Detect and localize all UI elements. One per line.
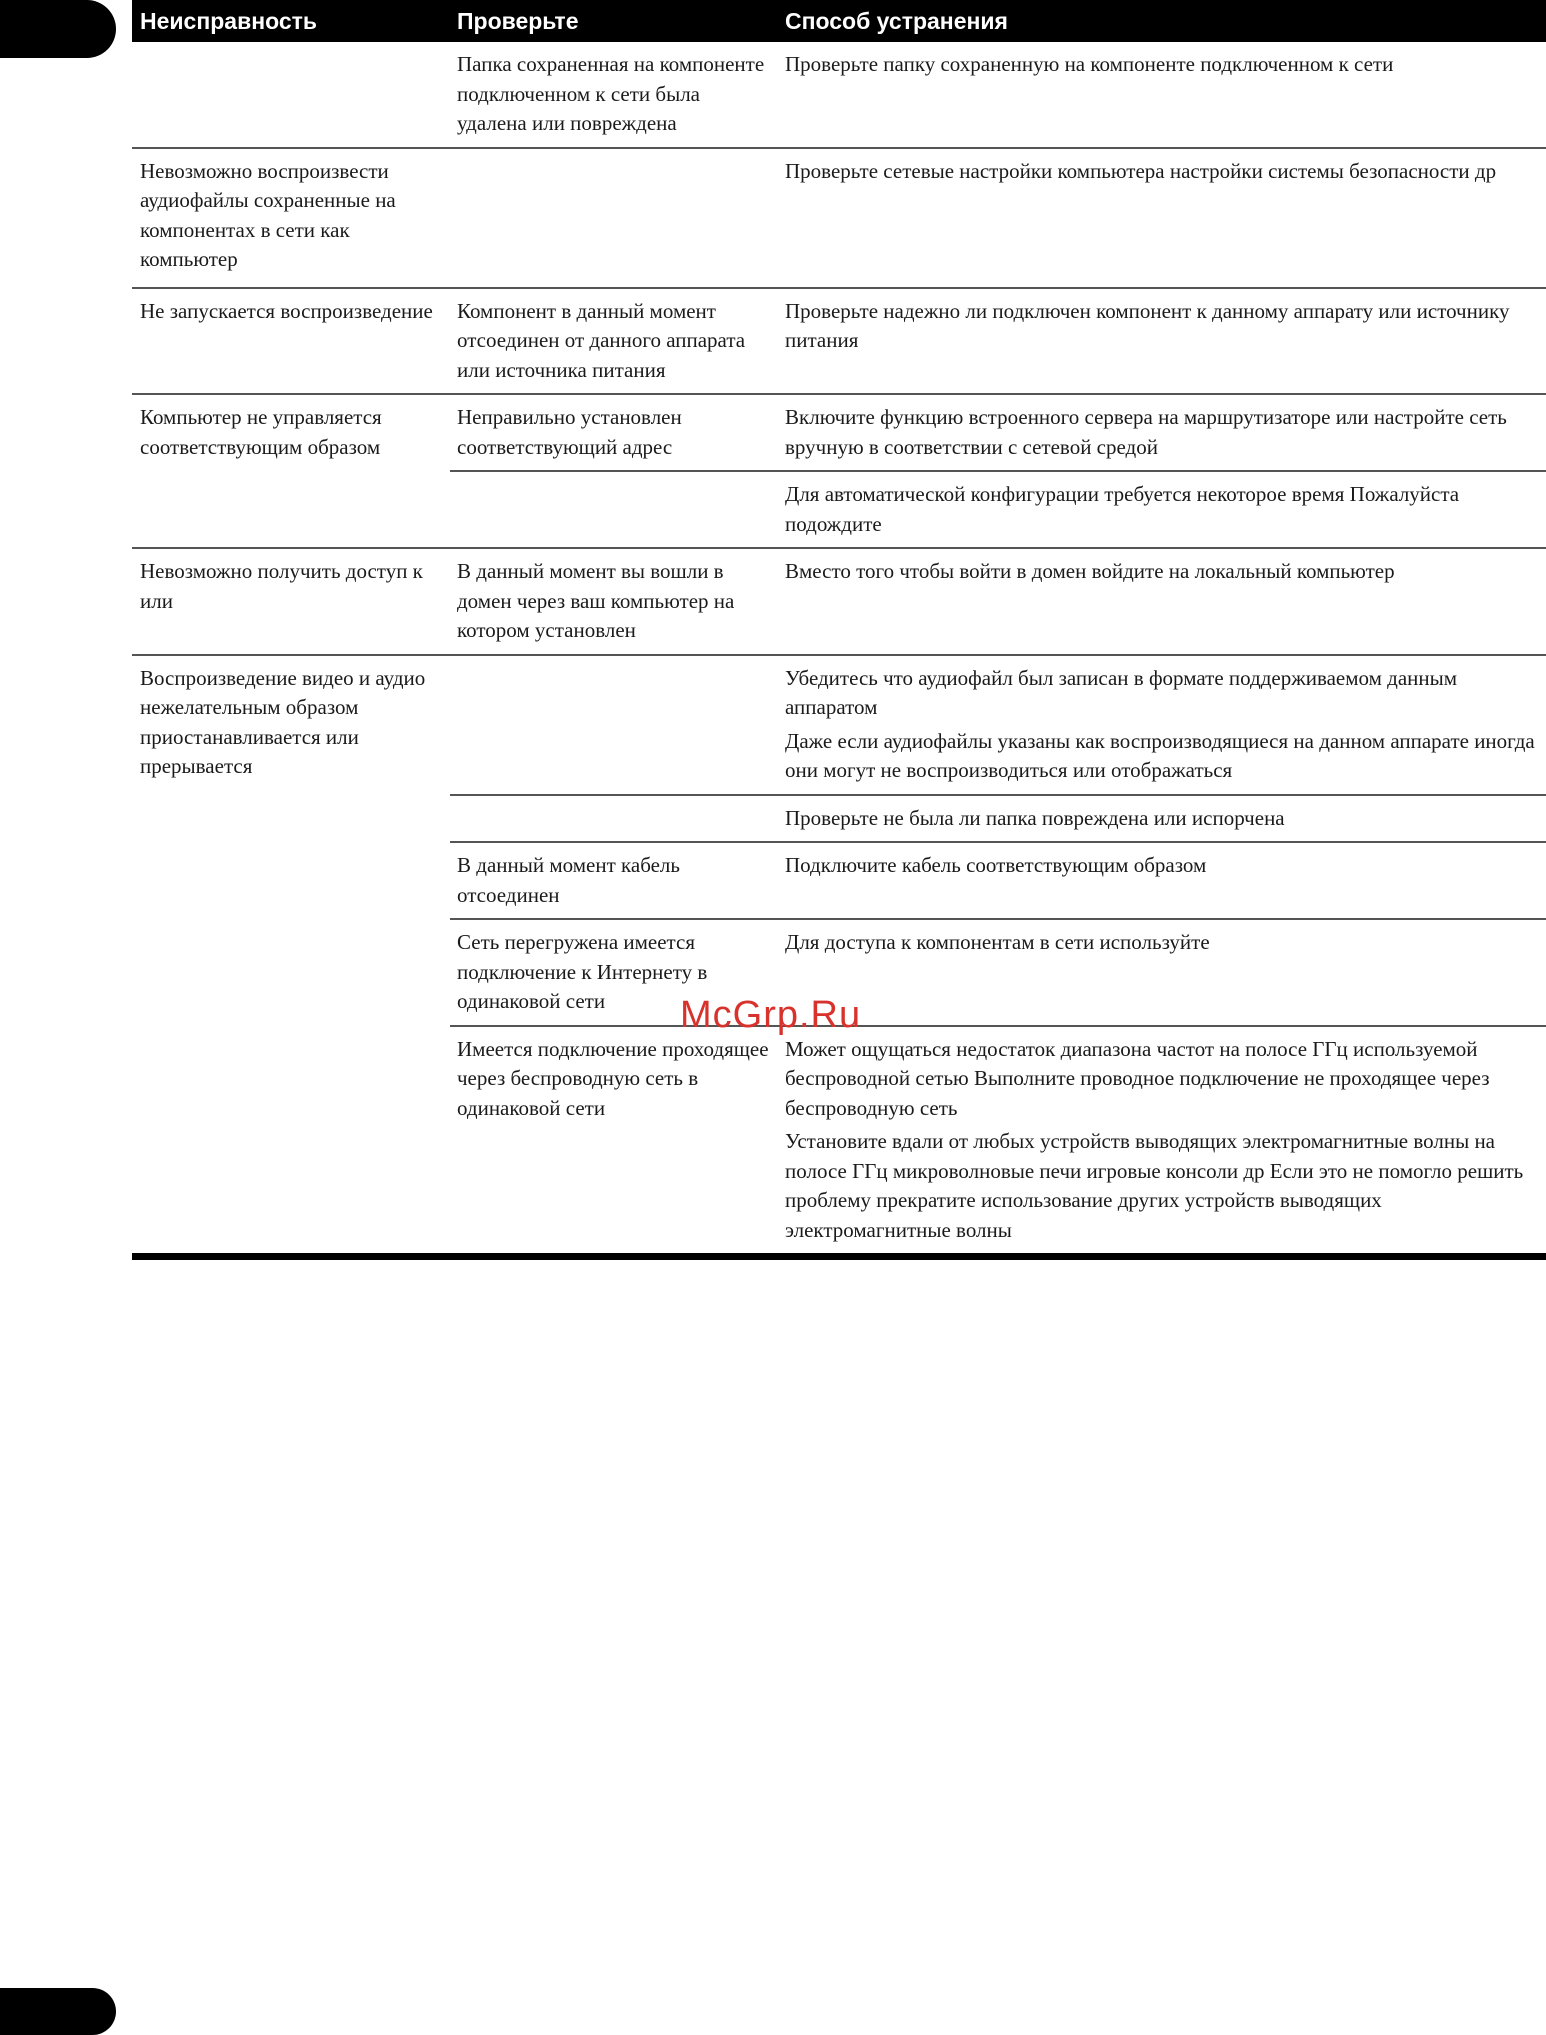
solution-paragraph: Включите функцию встроенного сервера на маршрутизаторе или настройте сеть вручную в соответствии с сетевой средой [785, 405, 1507, 459]
sub-row [450, 1025, 1546, 1254]
solution-paragraph: Подключите кабель соответствующим образом [785, 853, 1207, 877]
solution-paragraph: Для доступа к компонентам в сети используйте [785, 930, 1210, 954]
problem-cell: Воспроизведение видео и аудио нежелательным образом приостанавливается или прерывается [140, 665, 426, 778]
row-details [450, 42, 1546, 147]
check-cell: Сеть перегружена имеется подключение к Интернету в одинаковой сети [457, 930, 708, 1013]
solution-paragraph: Проверьте папку сохраненную на компоненте подключенном к сети [785, 52, 1394, 76]
solution-cell [777, 920, 1546, 1025]
solution-cell [777, 549, 1546, 654]
header-problem: Неисправность [140, 8, 318, 34]
table-row [132, 395, 1546, 549]
solution-cell [777, 1027, 1546, 1254]
solution-paragraph: Проверьте сетевые настройки компьютера настройки системы безопасности др [785, 158, 1497, 183]
table-row [132, 149, 1546, 289]
solution-cell [777, 843, 1546, 918]
table-row [132, 289, 1546, 396]
row-details [450, 549, 1546, 654]
page-tab-bottom [0, 1988, 116, 2035]
check-cell [450, 796, 777, 842]
sub-row [450, 841, 1546, 918]
row-details [450, 656, 1546, 1254]
table-header [132, 0, 1546, 42]
solution-cell [777, 656, 1546, 794]
header-solution: Способ устранения [785, 8, 1008, 34]
sub-row [450, 918, 1546, 1025]
page-tab-top [0, 0, 116, 58]
header-check: Проверьте [457, 8, 579, 34]
solution-cell [777, 395, 1546, 470]
watermark: McGrp.Ru [680, 994, 862, 1036]
check-cell: В данный момент вы вошли в домен через ваш компьютер на котором установлен [457, 559, 735, 642]
check-cell [450, 149, 777, 195]
solution-paragraph: Проверьте не была ли папка повреждена или испорчена [785, 805, 1285, 830]
sub-row [450, 149, 1546, 195]
sub-row [450, 395, 1546, 470]
table-body [132, 42, 1546, 1260]
problem-cell: Невозможно воспроизвести аудиофайлы сохраненные на компонентах в сети как компьютер [140, 158, 396, 271]
solution-cell [777, 289, 1546, 394]
solution-cell [777, 42, 1546, 147]
check-cell: Компонент в данный момент отсоединен от данного аппарата или источника питания [457, 298, 746, 382]
row-details [450, 289, 1546, 394]
check-cell: Папка сохраненная на компоненте подключенном к сети была удалена или повреждена [457, 52, 765, 135]
problem-cell: Невозможно получить доступ к или [140, 559, 423, 613]
solution-paragraph: Вместо того чтобы войти в домен войдите на локальный компьютер [785, 559, 1395, 583]
solution-paragraph: Для автоматической конфигурации требуется некоторое время Пожалуйста подождите [785, 482, 1460, 536]
problem-cell: Не запускается воспроизведение [140, 298, 433, 323]
solution-cell [777, 472, 1546, 547]
solution-paragraph: Даже если аудиофайлы указаны как воспроизводящиеся на данном аппарате иногда они могут не воспроизводиться или отображаться [785, 728, 1535, 782]
row-details [450, 395, 1546, 547]
sub-row [450, 42, 1546, 147]
solution-paragraph: Установите вдали от любых устройств выводящих электромагнитные волны на полосе ГГц микроволновые печи игровые консоли др Если это не помогло решить проблему прекратите использование других устройств выводящих электромагнитные волны [785, 1129, 1524, 1242]
table-row [132, 549, 1546, 656]
check-cell [450, 472, 777, 547]
table-row [132, 656, 1546, 1261]
check-cell: В данный момент кабель отсоединен [457, 853, 680, 907]
check-cell: Имеется подключение проходящее через беспроводную сеть в одинаковой сети [457, 1036, 769, 1120]
check-cell [450, 656, 777, 794]
sub-row [450, 289, 1546, 394]
solution-cell [777, 149, 1546, 195]
problem-cell: Компьютер не управляется соответствующим образом [140, 405, 382, 459]
solution-cell [777, 796, 1546, 842]
sub-row [450, 794, 1546, 842]
sub-row [450, 470, 1546, 547]
check-cell: Неправильно установлен соответствующий адрес [457, 405, 682, 459]
solution-paragraph: Может ощущаться недостаток диапазона частот на полосе ГГц используемой беспроводной сетью Выполните проводное подключение не проходящее через беспроводную сеть [785, 1036, 1490, 1120]
problem-cell [132, 42, 450, 147]
sub-row [450, 656, 1546, 794]
troubleshooting-table [132, 0, 1546, 1260]
solution-paragraph: Проверьте надежно ли подключен компонент к данному аппарату или источнику питания [785, 298, 1510, 352]
solution-paragraph: Убедитесь что аудиофайл был записан в формате поддерживаемом данным аппаратом [785, 665, 1458, 719]
table-row [132, 42, 1546, 149]
row-details [450, 149, 1546, 287]
sub-row [450, 549, 1546, 654]
